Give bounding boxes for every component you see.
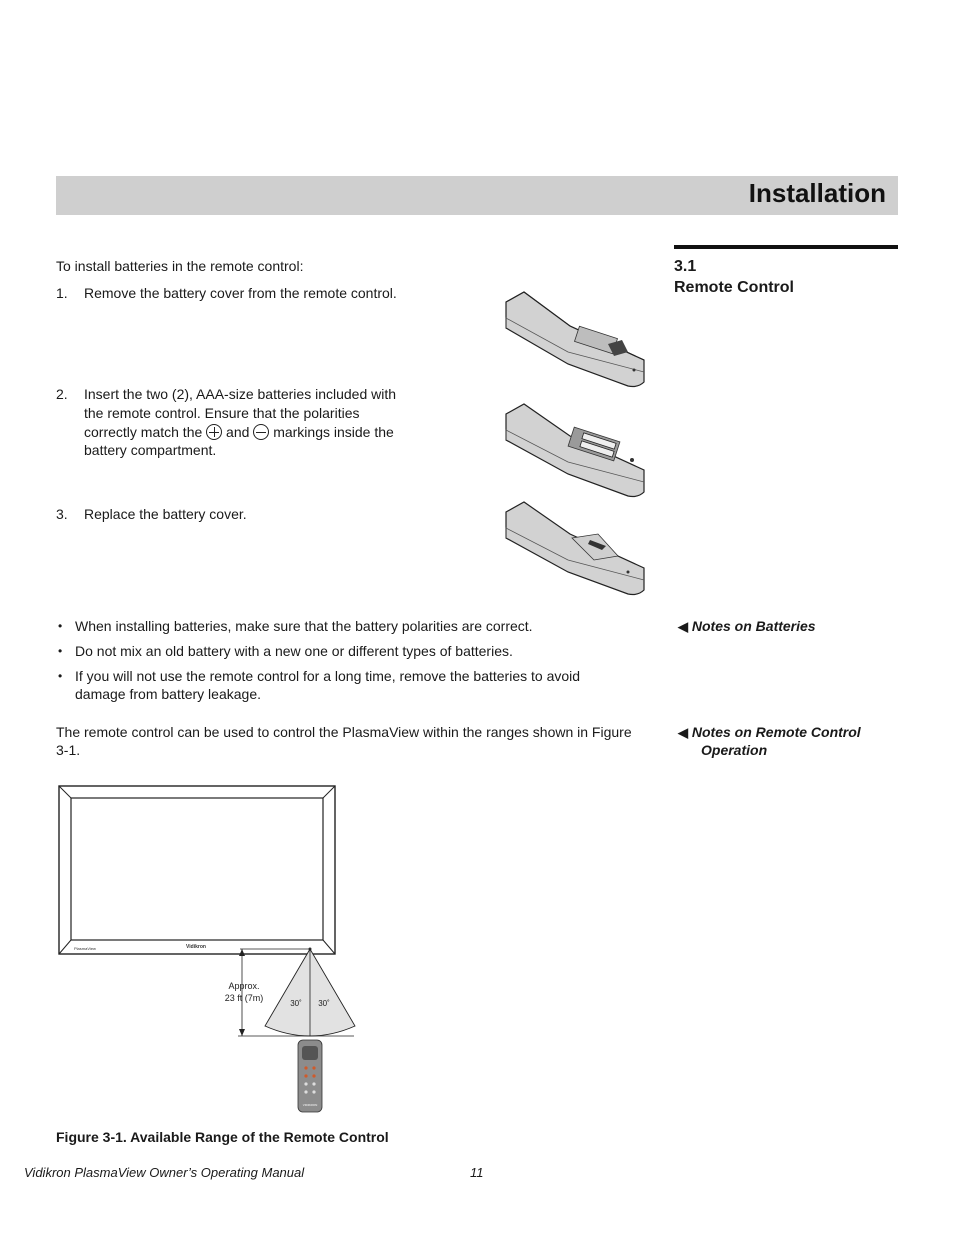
remote-cover-replace-illustration [498,496,648,600]
step-text: Replace the battery cover. [84,506,247,522]
step-text-part: and [226,424,250,440]
operation-text: 3-1. [56,742,81,758]
chapter-header-bar [56,176,898,215]
operation-text: The remote control can be used to control the PlasmaView within the ranges shown in Figure [56,724,632,740]
step-text-polarity [84,423,394,442]
tv-screen [71,798,323,940]
tv-brand-center: Vidikron [186,944,206,950]
step-number: 2. [56,386,68,402]
bullet-icon: • [58,669,63,683]
tv-brand-left: PlasmaView [74,946,96,951]
step-number: 1. [56,285,68,301]
bullet-icon: • [58,619,63,633]
plus-polarity-icon [206,424,222,440]
figure-caption: Figure 3-1. Available Range of the Remote Control [56,1129,389,1145]
step-text-part: correctly match the [84,424,203,440]
step-text: the remote control. Ensure that the polarities [84,405,360,421]
distance-label: 23 ft (7m) [224,993,264,1003]
bullet-text: If you will not use the remote control for a long time, remove the batteries to avoid [75,668,581,684]
bullet-text: Do not mix an old battery with a new one or different types of batteries. [75,643,513,659]
remote-icon [298,1040,322,1112]
section-title: Remote Control [674,279,794,296]
side-label-text: Operation [701,742,768,758]
step-text: Insert the two (2), AAA-size batteries included with [84,386,397,402]
remote-brand: VIDIKRON [302,1103,318,1107]
bullet-icon: • [58,644,63,658]
angle-left-label: 30˚ [290,999,302,1008]
section-number: 3.1 [674,258,697,275]
remote-cover-removal-illustration [498,288,648,392]
remote-range-figure [56,784,356,1116]
section-rule [674,245,898,249]
bullet-text: damage from battery leakage. [75,686,261,702]
footer-manual-title: Vidikron PlasmaView Owner’s Operating Manual [24,1165,305,1180]
side-label-text: Notes on Batteries [691,618,816,634]
angle-right-label: 30˚ [318,999,330,1008]
left-arrow-icon: ◀ [678,725,688,740]
intro-text: To install batteries in the remote control: [56,258,304,274]
notes-operation-label [678,723,861,742]
notes-batteries-label [678,617,816,636]
side-label-text: Notes on Remote Control [691,724,861,740]
chapter-title: Installation [748,178,886,208]
approx-label: Approx. [228,981,260,991]
step-text: battery compartment. [84,442,217,458]
step-number: 3. [56,506,68,522]
remote-battery-insert-illustration [498,398,648,502]
left-arrow-icon: ◀ [678,619,688,634]
page-number: 11 [470,1165,484,1180]
step-text: Remove the battery cover from the remote control. [84,285,397,301]
bullet-text: When installing batteries, make sure that the battery polarities are correct. [75,618,533,634]
step-text-part: markings inside the [273,424,394,440]
minus-polarity-icon [253,424,269,440]
